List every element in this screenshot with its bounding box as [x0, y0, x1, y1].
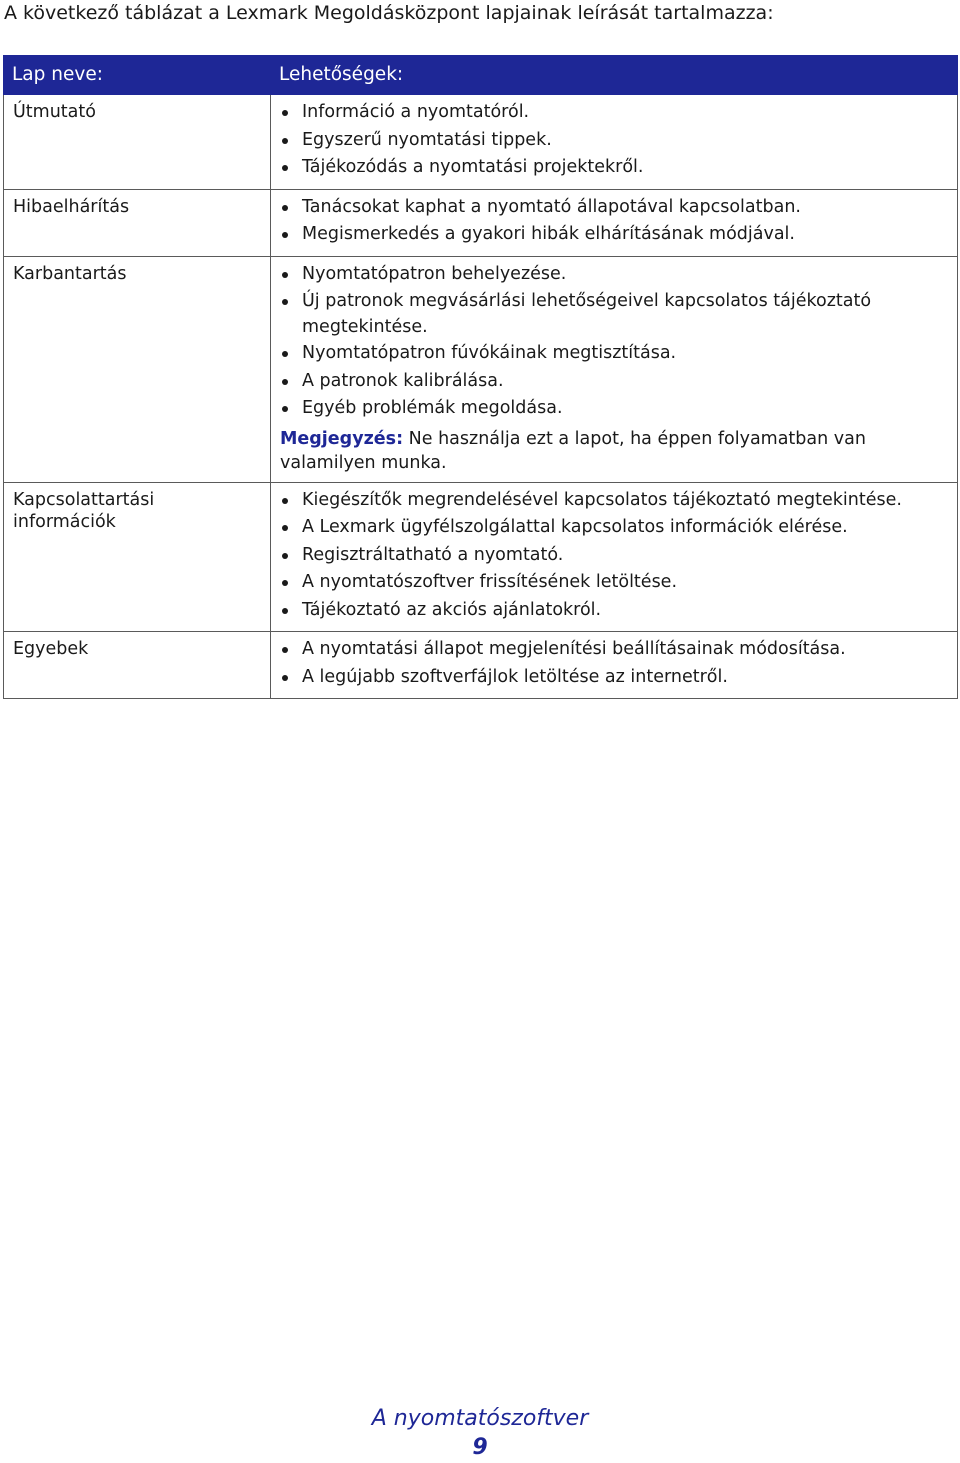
list-item: Megismerkedés a gyakori hibák elhárításának módjával. — [280, 221, 949, 249]
list-item: Tájékoztató az akciós ajánlatokról. — [280, 597, 949, 625]
options-cell — [271, 95, 958, 190]
options-cell — [271, 482, 958, 632]
list-item: Nyomtatópatron behelyezése. — [280, 261, 949, 289]
list-item: Egyszerű nyomtatási tippek. — [280, 127, 949, 155]
table-row — [4, 256, 958, 482]
table-row — [4, 482, 958, 632]
page-name-cell: Egyebek — [4, 632, 271, 699]
page-name-cell: Kapcsolattartási információk — [4, 482, 271, 632]
options-list — [280, 261, 949, 423]
list-item: Új patronok megvásárlási lehetőségeivel kapcsolatos tájékoztató megtekintése. — [280, 288, 949, 340]
options-cell — [271, 189, 958, 256]
list-item: Információ a nyomtatóról. — [280, 99, 949, 127]
note-text: Ne használja ezt a lapot, ha éppen folyamatban van valamilyen munka. — [280, 428, 866, 473]
options-cell — [271, 632, 958, 699]
list-item: A legújabb szoftverfájlok letöltése az internetről. — [280, 664, 949, 692]
note — [280, 427, 949, 475]
table-row — [4, 189, 958, 256]
list-item: A patronok kalibrálása. — [280, 368, 949, 396]
list-item: Egyéb problémák megoldása. — [280, 395, 949, 423]
list-item: Kiegészítők megrendelésével kapcsolatos tájékoztató megtekintése. — [280, 487, 949, 515]
note-label: Megjegyzés: — [280, 428, 404, 449]
table-header-row — [4, 56, 958, 95]
intro-text: A következő táblázat a Lexmark Megoldásközpont lapjainak leírását tartalmazza: — [4, 2, 774, 24]
page-number: 9 — [472, 1435, 488, 1460]
solution-center-pages-table — [3, 55, 958, 699]
page-name-cell: Karbantartás — [4, 256, 271, 482]
options-list — [280, 99, 949, 182]
list-item: Tanácsokat kaphat a nyomtató állapotával kapcsolatban. — [280, 194, 949, 222]
header-options: Lehetőségek: — [271, 56, 958, 95]
options-list — [280, 194, 949, 249]
header-page-name: Lap neve: — [4, 56, 271, 95]
list-item: Nyomtatópatron fúvókáinak megtisztítása. — [280, 340, 949, 368]
options-list — [280, 487, 949, 625]
table-row — [4, 95, 958, 190]
list-item: A nyomtatási állapot megjelenítési beállításainak módosítása. — [280, 636, 949, 664]
page-name-cell: Hibaelhárítás — [4, 189, 271, 256]
page-name-cell: Útmutató — [4, 95, 271, 190]
options-list — [280, 636, 949, 691]
footer-section-title: A nyomtatószoftver — [371, 1406, 589, 1431]
options-cell — [271, 256, 958, 482]
list-item: Tájékozódás a nyomtatási projektekről. — [280, 154, 949, 182]
table-row — [4, 632, 958, 699]
list-item: A nyomtatószoftver frissítésének letöltése. — [280, 569, 949, 597]
list-item: Regisztráltatható a nyomtató. — [280, 542, 949, 570]
list-item: A Lexmark ügyfélszolgálattal kapcsolatos információk elérése. — [280, 514, 949, 542]
